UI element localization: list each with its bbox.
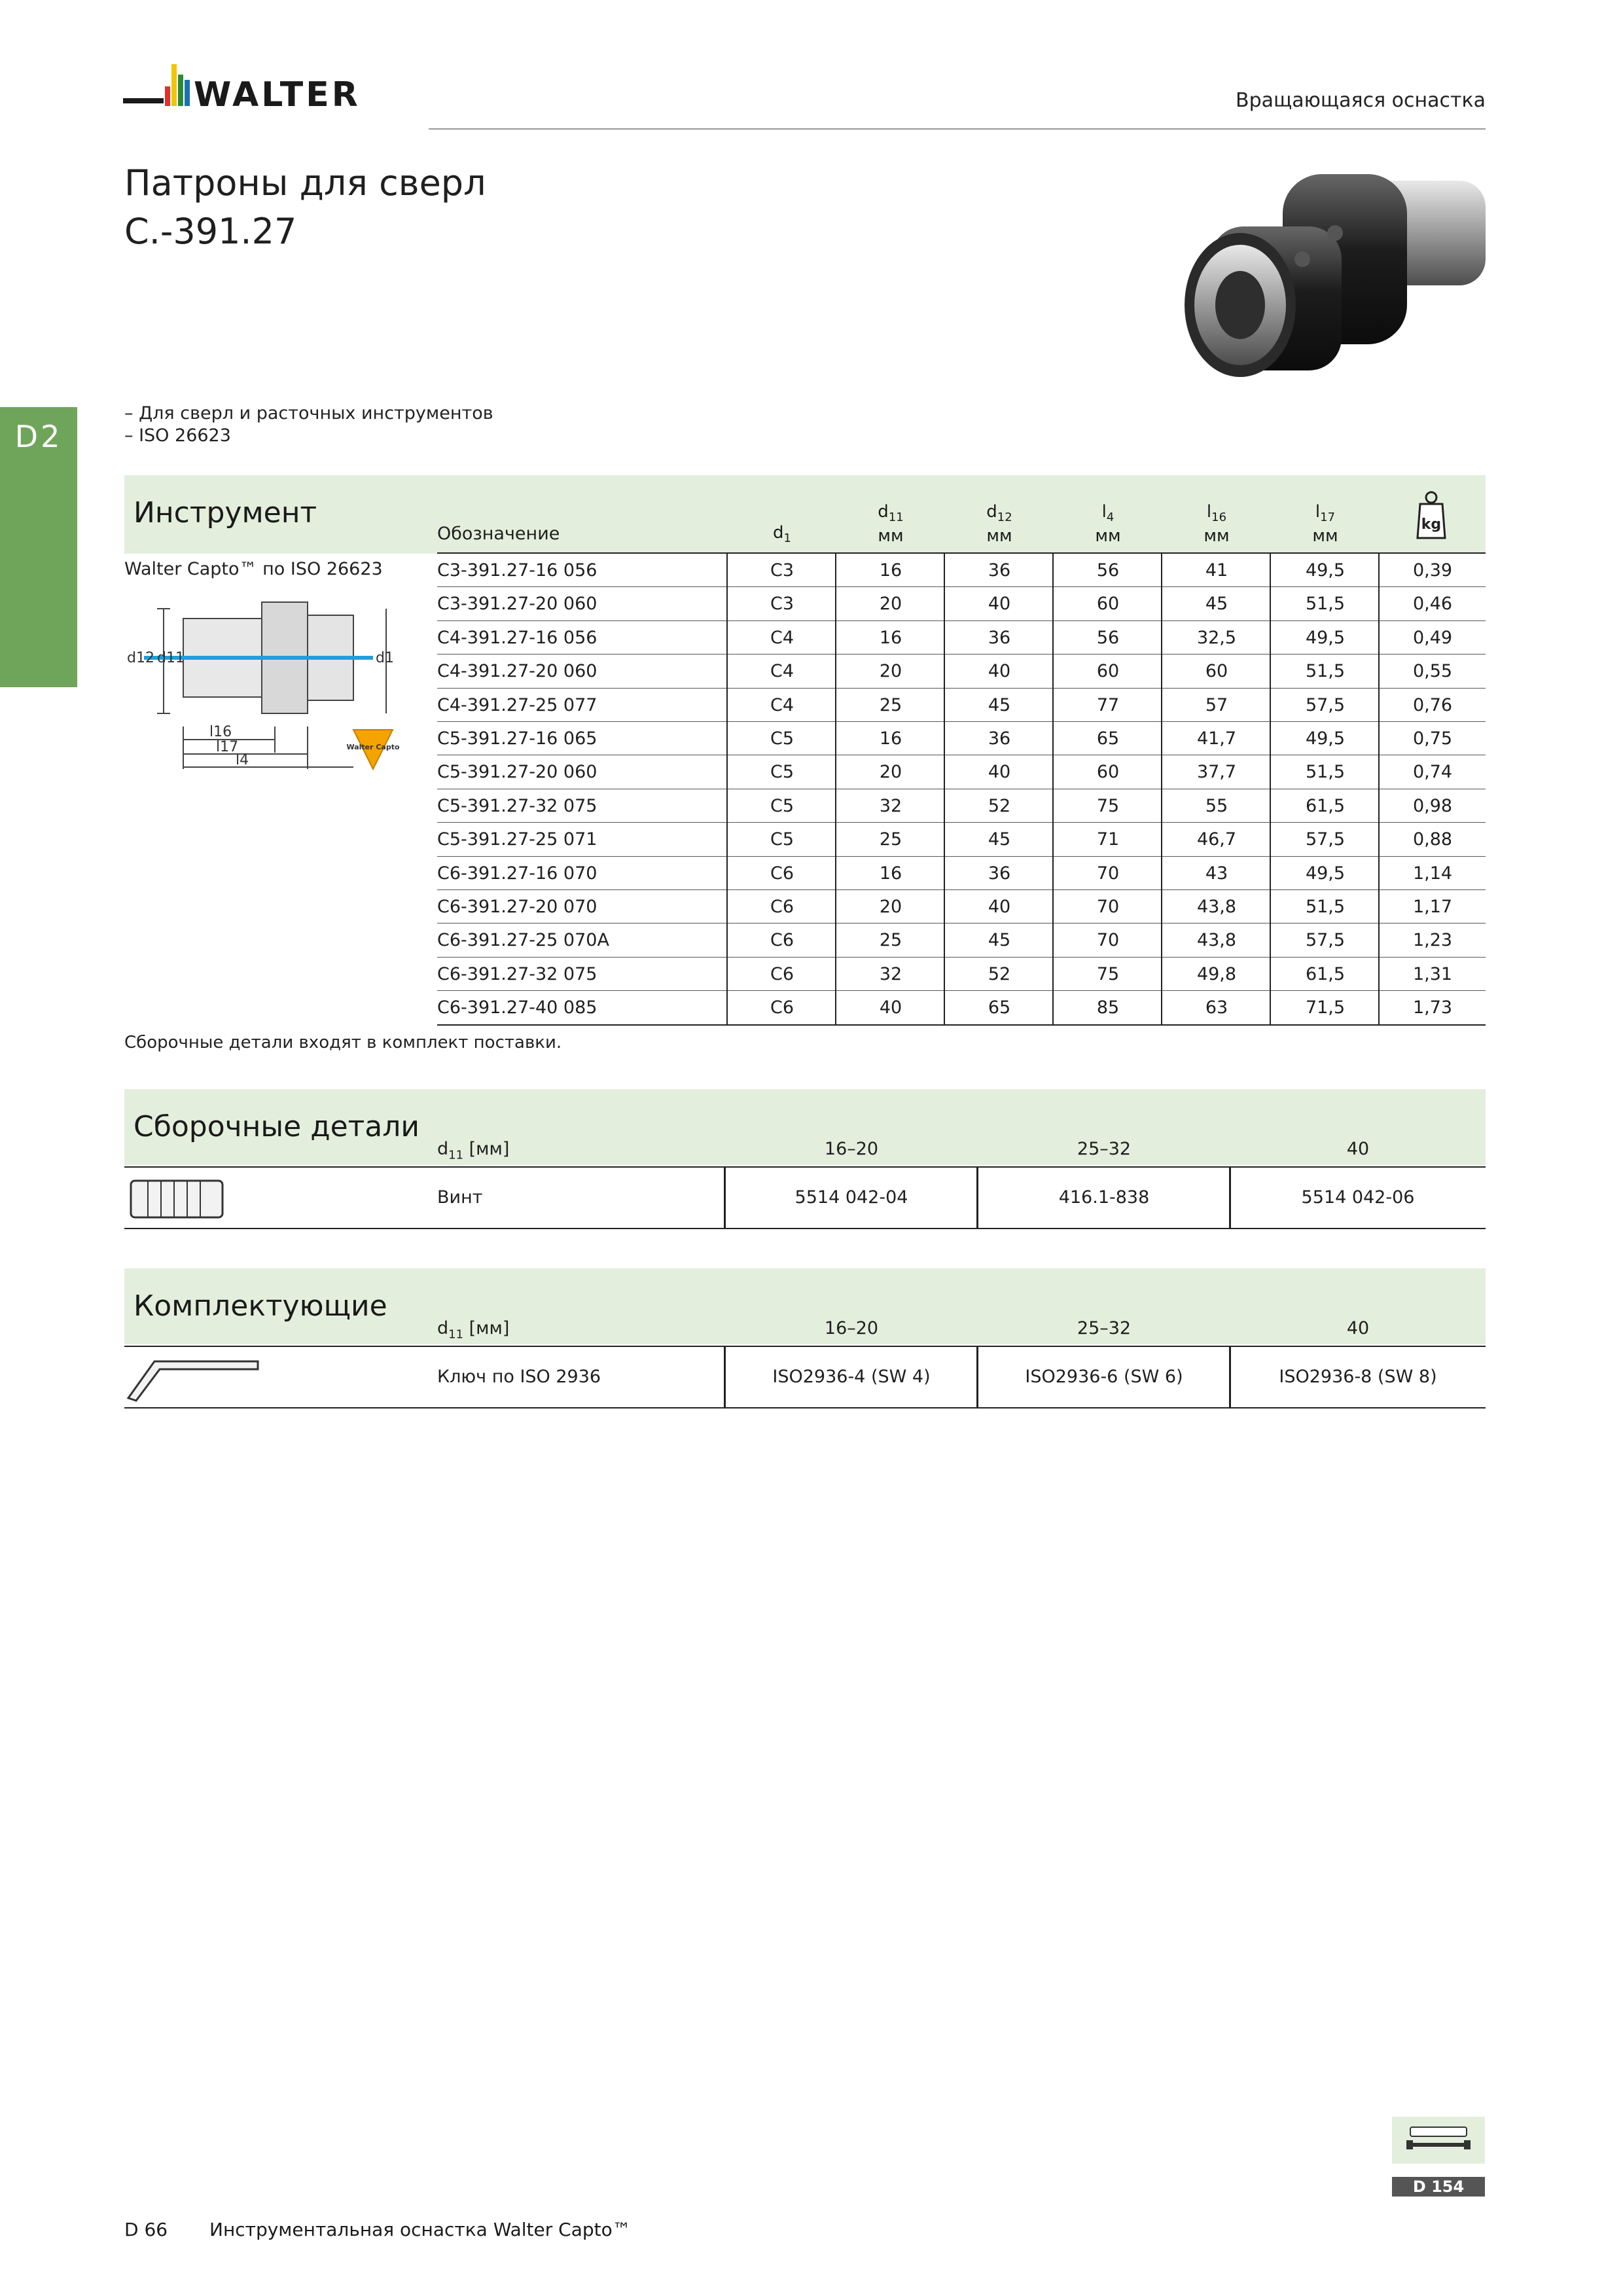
tool-cell: 61,5	[1305, 795, 1346, 816]
page-reference-box[interactable]	[1392, 2117, 1485, 2164]
tool-designation: C5-391.27-16 065	[437, 728, 597, 749]
col-header-l4: $l_4$ мм	[1095, 502, 1121, 547]
tool-cell: 51,5	[1305, 594, 1346, 615]
svg-text:d1: d1	[376, 650, 394, 666]
tool-cell: 70	[1096, 863, 1120, 884]
tool-cell: 52	[988, 795, 1011, 816]
tool-cell: 60	[1096, 594, 1120, 615]
tool-cell: 25	[879, 694, 902, 715]
tool-cell: 1,73	[1412, 997, 1453, 1018]
tool-cell: 60	[1096, 762, 1120, 783]
tool-cell: 60	[1205, 661, 1228, 682]
tool-cell: C5	[770, 728, 794, 749]
tool-cell: 0,55	[1412, 661, 1453, 682]
row-divider	[437, 654, 1486, 655]
tool-cell: 20	[879, 594, 902, 615]
tool-cell: 57	[1205, 694, 1228, 715]
tool-cell: 1,23	[1412, 930, 1453, 951]
tool-cell: 45	[1205, 594, 1228, 615]
product-photo	[1171, 154, 1499, 416]
tool-cell: 0,46	[1412, 594, 1453, 615]
technical-drawing	[124, 589, 412, 785]
row-divider	[437, 856, 1486, 857]
rule	[124, 1228, 1486, 1229]
tool-cell: 56	[1096, 560, 1120, 581]
tool-cell: 16	[879, 728, 902, 749]
svg-text:d12: d12	[127, 650, 154, 666]
col-header-d1: $d_1$	[773, 523, 791, 546]
tool-cell: 0,76	[1412, 694, 1453, 715]
tool-cell: 60	[1096, 661, 1120, 682]
accessories-range: 16–20	[824, 1318, 879, 1338]
tool-cell: 36	[988, 863, 1011, 884]
tool-cell: 16	[879, 560, 902, 581]
tool-cell: 20	[879, 661, 902, 682]
tool-designation: C4-391.27-25 077	[437, 694, 597, 715]
svg-text:l16: l16	[209, 724, 232, 740]
svg-text:l4: l4	[236, 752, 249, 768]
tool-cell: C5	[770, 762, 794, 783]
row-divider	[437, 957, 1486, 958]
tool-designation: C5-391.27-25 071	[437, 829, 597, 850]
tool-cell: 70	[1096, 897, 1120, 917]
tool-cell: C3	[770, 594, 794, 615]
tool-cell: 49,5	[1305, 627, 1346, 648]
accessories-col-label: $d_{11}$ [мм]	[437, 1318, 510, 1342]
tool-cell: 1,14	[1412, 863, 1453, 884]
tool-cell: 20	[879, 897, 902, 917]
assembly-col-label: $d_{11}$ [мм]	[437, 1139, 510, 1162]
tool-designation: C6-391.27-40 085	[437, 997, 597, 1018]
tool-designation: C4-391.27-20 060	[437, 661, 597, 682]
tool-cell: 40	[988, 661, 1011, 682]
tool-cell: C4	[770, 661, 794, 682]
tool-cell: 55	[1205, 795, 1228, 816]
tool-cell: 51,5	[1305, 661, 1346, 682]
row-divider	[437, 586, 1486, 587]
tool-cell: 25	[879, 829, 902, 850]
key-part-number: ISO2936-4 (SW 4)	[772, 1367, 931, 1387]
col-divider	[1270, 554, 1271, 1025]
assembly-range: 25–32	[1077, 1139, 1132, 1159]
tool-cell: 40	[988, 897, 1011, 917]
tool-cell: 56	[1096, 627, 1120, 648]
tool-cell: 51,5	[1305, 897, 1346, 917]
tool-cell: 57,5	[1305, 829, 1346, 850]
tool-cell: 40	[988, 594, 1011, 615]
tool-cell: 20	[879, 762, 902, 783]
tool-cell: 32,5	[1196, 627, 1237, 648]
col-unit: мм	[986, 526, 1012, 547]
row-divider	[437, 688, 1486, 689]
assembly-range: 16–20	[824, 1139, 879, 1159]
screw-key-icon	[1404, 2122, 1473, 2159]
row-divider	[437, 721, 1486, 722]
tool-section-title: Инструмент	[134, 496, 317, 529]
tool-cell: 65	[988, 997, 1011, 1018]
tool-cell: 71,5	[1305, 997, 1346, 1018]
col-divider	[835, 554, 836, 1025]
col-header-d12: $d_{12}$ мм	[986, 502, 1012, 547]
tool-cell: 16	[879, 627, 902, 648]
page-reference-label[interactable]: D 154	[1392, 2177, 1485, 2197]
tool-cell: 43,8	[1196, 897, 1237, 917]
assembly-range: 40	[1346, 1139, 1370, 1159]
accessories-range: 40	[1346, 1318, 1370, 1338]
col-divider	[1052, 554, 1054, 1025]
tool-designation: C6-391.27-25 070A	[437, 930, 609, 951]
tool-designation: C6-391.27-20 070	[437, 897, 597, 917]
screw-part-number: 416.1-838	[1058, 1187, 1150, 1208]
row-divider	[437, 620, 1486, 621]
tool-cell: 0,49	[1412, 627, 1453, 648]
tool-cell: 49,5	[1305, 728, 1346, 749]
tool-cell: 43,8	[1196, 930, 1237, 951]
tool-cell: 16	[879, 863, 902, 884]
tool-cell: 49,8	[1196, 963, 1237, 984]
assembly-section-title: Сборочные детали	[134, 1110, 419, 1143]
tool-cell: 49,5	[1305, 863, 1346, 884]
tool-cell: 1,17	[1412, 897, 1453, 917]
footer-title: Инструментальная оснастка Walter Capto™	[209, 2219, 631, 2240]
tool-cell: 0,39	[1412, 560, 1453, 581]
tool-cell: 32	[879, 963, 902, 984]
tool-cell: 65	[1096, 728, 1120, 749]
tool-cell: 61,5	[1305, 963, 1346, 984]
tool-cell: C3	[770, 560, 794, 581]
svg-text:Walter Capto: Walter Capto	[346, 743, 400, 751]
tool-cell: 36	[988, 728, 1011, 749]
tool-cell: 36	[988, 627, 1011, 648]
tool-cell: 0,88	[1412, 829, 1453, 850]
tool-cell: 46,7	[1196, 829, 1237, 850]
tool-cell: 49,5	[1305, 560, 1346, 581]
header-category: Вращающаяся оснастка	[1236, 89, 1486, 112]
tool-cell: 75	[1096, 795, 1120, 816]
col-unit: мм	[1095, 526, 1121, 547]
tool-cell: C4	[770, 627, 794, 648]
tool-cell: 70	[1096, 930, 1120, 951]
tool-designation: C5-391.27-32 075	[437, 795, 597, 816]
tool-designation: C3-391.27-20 060	[437, 594, 597, 615]
rule	[124, 1166, 1486, 1168]
rule	[124, 1407, 1486, 1408]
tool-designation: C5-391.27-20 060	[437, 762, 597, 783]
row-divider	[437, 990, 1486, 991]
tool-cell: 32	[879, 795, 902, 816]
page-title-line1: Патроны для сверл	[124, 162, 486, 204]
walter-logo-text: WALTER	[194, 75, 361, 115]
tool-cell: 37,7	[1196, 762, 1237, 783]
tool-designation: C6-391.27-32 075	[437, 963, 597, 984]
row-divider	[437, 822, 1486, 823]
tool-cell: 0,75	[1412, 728, 1453, 749]
col-divider	[726, 554, 728, 1025]
col-divider	[1378, 554, 1380, 1025]
tool-cell: C6	[770, 930, 794, 951]
section-side-tab-label: D2	[14, 419, 63, 454]
screw-part-number: 5514 042-06	[1301, 1187, 1415, 1208]
tool-cell: 36	[988, 560, 1011, 581]
tool-cell: 57,5	[1305, 694, 1346, 715]
tool-cell: 43	[1205, 863, 1228, 884]
col-divider	[944, 554, 945, 1025]
tool-cell: 71	[1096, 829, 1120, 850]
svg-text:d11: d11	[157, 650, 185, 666]
accessories-section-title: Комплектующие	[134, 1289, 387, 1323]
tool-cell: 85	[1096, 997, 1120, 1018]
tool-designation: C4-391.27-16 056	[437, 627, 597, 648]
col-unit: мм	[1204, 526, 1230, 547]
tool-cell: 63	[1205, 997, 1228, 1018]
walter-logo	[123, 60, 398, 119]
tool-cell: 0,98	[1412, 795, 1453, 816]
key-part-number: ISO2936-6 (SW 6)	[1025, 1367, 1183, 1387]
screw-part-number: 5514 042-04	[794, 1187, 908, 1208]
tool-designation: C6-391.27-16 070	[437, 863, 597, 884]
key-part-number: ISO2936-8 (SW 8)	[1279, 1367, 1437, 1387]
assembly-note: Сборочные детали входят в комплект поставки.	[124, 1033, 562, 1052]
row-divider	[437, 1024, 1486, 1026]
hex-key-icon	[123, 1350, 262, 1402]
accessories-row-label: Ключ по ISO 2936	[437, 1367, 601, 1387]
page-number: D 66	[124, 2219, 168, 2240]
tool-cell: C6	[770, 963, 794, 984]
tool-cell: C5	[770, 795, 794, 816]
page-title-line2: C.-391.27	[124, 211, 297, 252]
col-header-l17: $l_{17}$ мм	[1312, 502, 1338, 547]
col-header-d11: $d_{11}$ мм	[878, 502, 904, 547]
col-unit: мм	[1312, 526, 1338, 547]
tool-cell: C5	[770, 829, 794, 850]
col-unit: мм	[878, 526, 904, 547]
tool-cell: 41	[1205, 560, 1228, 581]
tool-cell: C4	[770, 694, 794, 715]
svg-text:l17: l17	[216, 739, 239, 755]
tool-cell: 45	[988, 694, 1011, 715]
header-rule	[429, 128, 1486, 130]
tool-cell: 51,5	[1305, 762, 1346, 783]
tool-cell: 75	[1096, 963, 1120, 984]
tool-cell: 45	[988, 829, 1011, 850]
col-divider	[1161, 554, 1162, 1025]
rule	[437, 552, 1486, 554]
row-divider	[437, 889, 1486, 890]
feature-bullet: – Для сверл и расточных инструментов	[124, 403, 493, 423]
tool-cell: 57,5	[1305, 930, 1346, 951]
tool-cell: C6	[770, 897, 794, 917]
tool-cell: C6	[770, 997, 794, 1018]
tool-cell: 40	[879, 997, 902, 1018]
svg-text:kg: kg	[1421, 516, 1442, 533]
tool-cell: 52	[988, 963, 1011, 984]
tool-designation: C3-391.27-16 056	[437, 560, 597, 581]
tool-cell: 41,7	[1196, 728, 1237, 749]
assembly-row-label: Винт	[437, 1187, 483, 1208]
tool-cell: 45	[988, 930, 1011, 951]
capto-caption: Walter Capto™ по ISO 26623	[124, 559, 383, 579]
tool-cell: C6	[770, 863, 794, 884]
tool-cell: 77	[1096, 694, 1120, 715]
rule	[124, 1346, 1486, 1347]
accessories-range: 25–32	[1077, 1318, 1132, 1338]
col-header-l16: $l_{16}$ мм	[1204, 502, 1230, 547]
tool-cell: 25	[879, 930, 902, 951]
tool-cell: 1,31	[1412, 963, 1453, 984]
screw-icon	[128, 1178, 225, 1220]
col-header-designation: Обозначение	[437, 524, 560, 544]
tool-cell: 40	[988, 762, 1011, 783]
feature-bullet: – ISO 26623	[124, 425, 231, 446]
tool-cell: 0,74	[1412, 762, 1453, 783]
row-divider	[437, 923, 1486, 924]
weight-icon	[1416, 490, 1446, 542]
